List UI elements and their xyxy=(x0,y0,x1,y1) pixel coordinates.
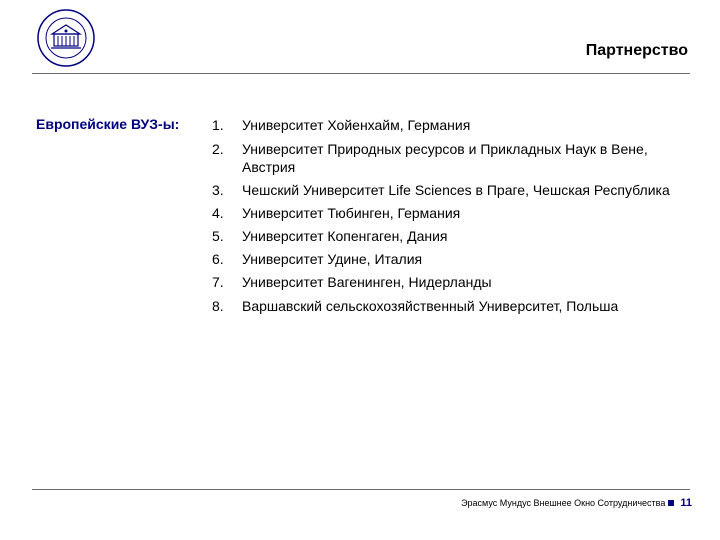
list-item-number: 6. xyxy=(212,251,224,267)
footer xyxy=(461,497,692,509)
list-item xyxy=(212,227,692,245)
university-seal-icon xyxy=(36,8,96,68)
header-divider xyxy=(32,73,690,74)
list-item xyxy=(212,116,692,134)
list-item-number: 7. xyxy=(212,274,224,290)
list-item-text: Варшавский сельскохозяйственный Университет, Польша xyxy=(242,298,619,314)
square-bullet-icon xyxy=(668,500,674,506)
list-item-text: Университет Природных ресурсов и Прикладных Наук в Вене, Австрия xyxy=(242,141,648,175)
university-list xyxy=(212,116,692,315)
list-item-number: 1. xyxy=(212,117,224,133)
list-item-number: 3. xyxy=(212,182,224,198)
page-title: Партнерство xyxy=(585,42,688,59)
list-item xyxy=(212,297,692,315)
list-item-number: 2. xyxy=(212,141,224,157)
list-item-text: Университет Копенгаген, Дания xyxy=(242,228,448,244)
page-number: 11 xyxy=(680,497,692,509)
list-item xyxy=(212,140,692,176)
list-item xyxy=(212,204,692,222)
list-item xyxy=(212,273,692,291)
list-item-text: Чешский Университет Life Sciences в Праге, Чешская Республика xyxy=(242,182,670,198)
list-item-number: 4. xyxy=(212,205,224,221)
list-item-number: 8. xyxy=(212,298,224,314)
list-item-number: 5. xyxy=(212,228,224,244)
list-item-text: Университет Тюбинген, Германия xyxy=(242,205,461,221)
footer-divider xyxy=(32,489,690,490)
list-item-text: Университет Удине, Италия xyxy=(242,251,423,267)
list-item-text: Университет Хойенхайм, Германия xyxy=(242,117,471,133)
footer-text: Эрасмус Мундус Внешнее Окно Сотрудничества xyxy=(461,498,666,508)
list-item xyxy=(212,250,692,268)
list-item xyxy=(212,181,692,199)
list-item-text: Университет Вагенинген, Нидерланды xyxy=(242,274,492,290)
section-label: Европейские ВУЗ-ы: xyxy=(36,116,180,132)
